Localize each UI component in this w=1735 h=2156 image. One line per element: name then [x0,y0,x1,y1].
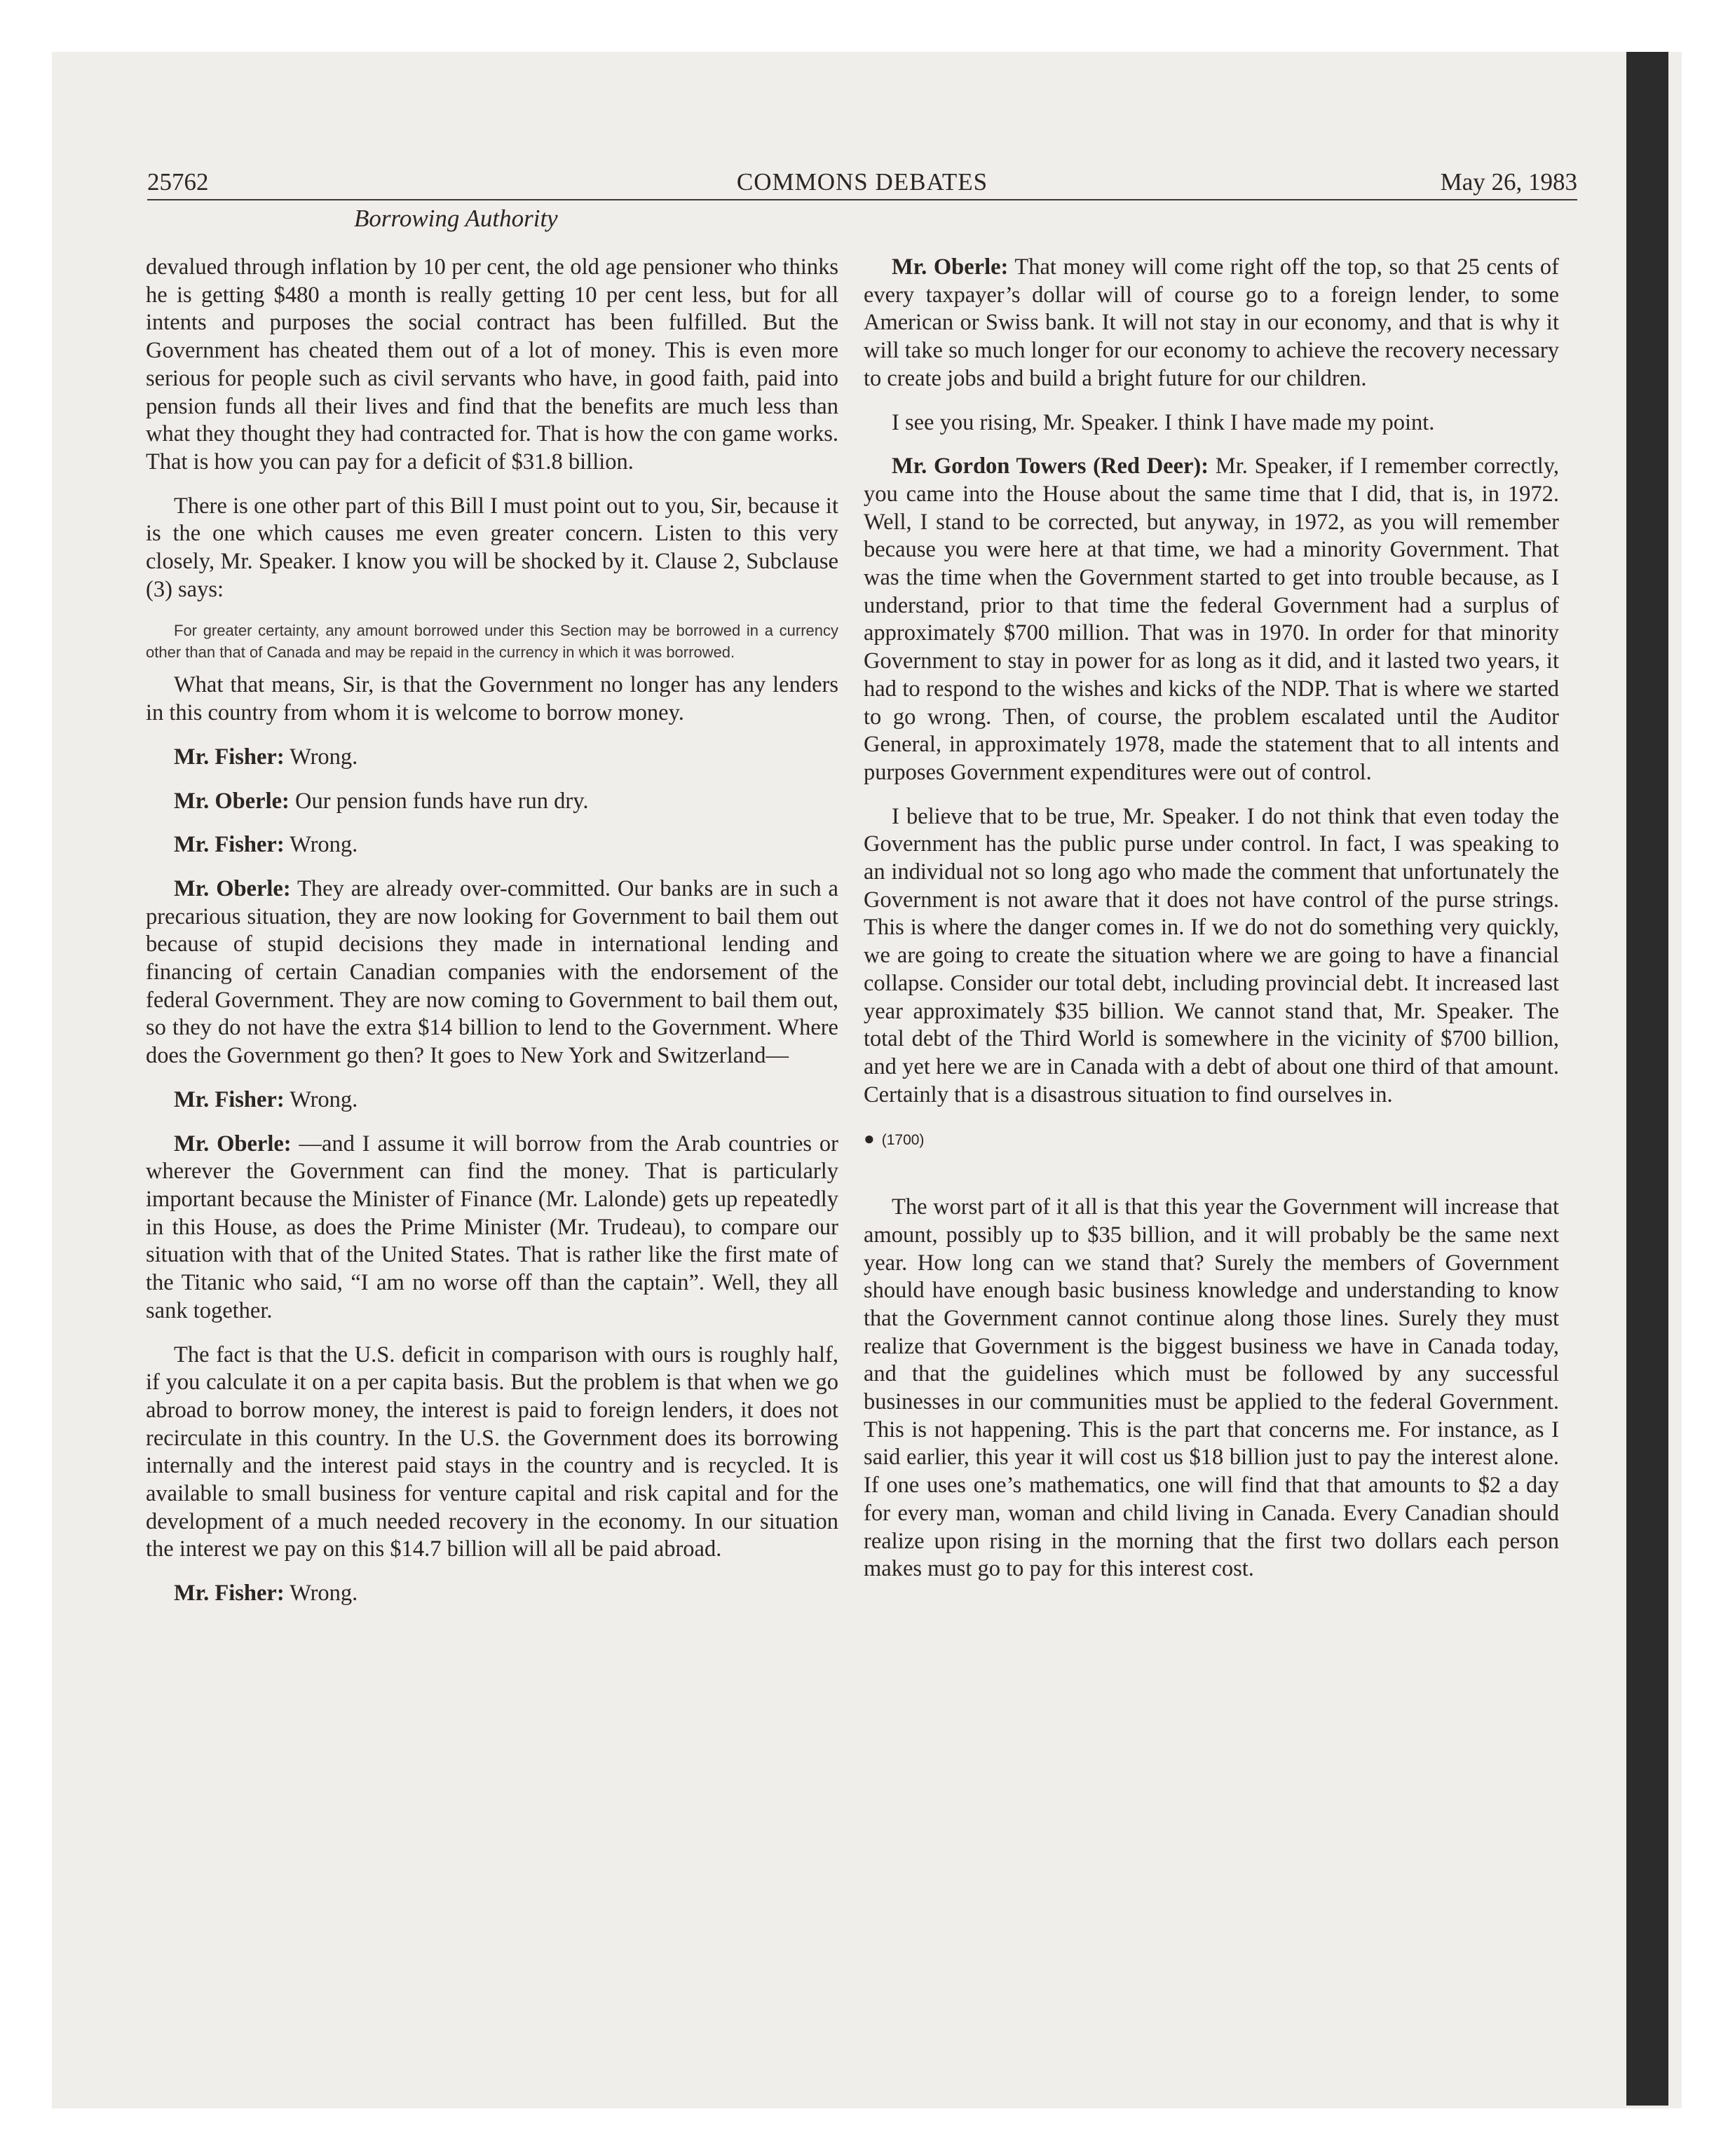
speech-entry [146,875,838,1070]
paragraph: devalued through inflation by 10 per cent, the old age pensioner who thinks he is getting $480 a month is really getting 10 per cent less, but for all intents and purposes the social contract has been fulfilled. But the Government has cheated them out of a lot of money. This is even more serious for people such as civil servants who have, in good faith, paid into pension funds all their lives and find that the benefits are much less than what they thought they had contracted for. That is how the con game works. That is how you can pay for a deficit of $31.8 billion. [146,254,838,475]
paragraph: The fact is that the U.S. deficit in comparison with ours is roughly half, if you calculate it on a per capita basis. But the problem is that when we go abroad to borrow money, the interest is paid to foreign lenders, it does not recirculate in this country. In the U.S. the Government does its borrowing internally and the interest paid stays in the country and is recycled. It is available to small business for venture capital and risk capital and for the development of a much needed recovery in the economy. In our situation the interest we pay on this $14.7 billion will all be paid abroad. [146,1342,838,1562]
quoted-clause: For greater certainty, any amount borrowed under this Section may be borrowed in a currency other than that of Canada and may be repaid in the currency in which it was borrowed. [146,622,838,662]
scan-edge-shadow [1626,52,1668,2106]
paragraph: The worst part of it all is that this year the Government will increase that amount, possibly up to $35 billion, and it will probably be the same next year. How long can we stand that? Surely the members of Government should have enough basic business knowledge and understanding to know that the Government cannot continue along those lines. Surely they must realize that Government is the biggest business we have in Canada today, and that the guidelines which must be followed by any successful businesses in our communities must be applied to the federal Government. This is not happening. This is the part that concerns me. For instance, as I said earlier, this year it will cost us $18 billion just to pay the interest alone. If one uses one’s mathematics, one will find that that amounts to $2 a day for every man, woman and child living in Canada. Every Canadian should realize upon rising in the morning that the first two dollars each person makes must go to pay for this interest cost. [864,1194,1559,1582]
speaker-name: Mr. Fisher: [174,1086,285,1112]
speech-entry [146,1086,838,1114]
speaker-name: Mr. Oberle: [892,254,1009,280]
paragraph: I see you rising, Mr. Speaker. I think I have made my point. [892,409,1435,435]
speaker-name: Mr. Oberle: [174,788,290,814]
page-date: May 26, 1983 [1440,168,1577,196]
speaker-name: Mr. Fisher: [174,832,285,858]
speech-entry [146,1131,838,1325]
paragraph: What that means, Sir, is that the Government no longer has any lenders in this country from whom it is welcome to borrow money. [146,672,838,726]
speech-entry [146,744,838,772]
speaker-name: Mr. Gordon Towers (Red Deer): [892,453,1209,479]
bullet-icon: ● [864,1128,875,1149]
speaker-name: Mr. Fisher: [174,1581,285,1606]
left-column [146,254,838,1624]
speech-text: Mr. Speaker, if I remember correctly, you came into the House about the same time that I did, that is, in 1972. Well, I stand to be corrected, but anyway, in 1972, as you will remember because you were here at that time, we had a minority Government. That was the time when the Government started to get into trouble because, as I understand, prior to that time the federal Government had a surplus of approximately $700 million. That was in 1970. In order for that minority Government to stay in power for as long as it did, and it lasted two years, it had to respond to the wishes and kicks of the NDP. That is where we started to go wrong. Then, of course, the problem escalated until the Auditor General, in approximately 1978, made the statement that to all intents and purposes Government expenditures were out of control. [864,453,1560,785]
speech-text: Wrong. [284,744,358,770]
speaker-name: Mr. Fisher: [174,744,285,770]
speech-text: That money will come right off the top, so that 25 cents of every taxpayer’s dollar will of course go to a foreign lender, to some American or Swiss bank. It will not stay in our economy, and that is why it will take so much longer for our economy to achieve the recovery necessary to create jobs and build a bright future for our children. [864,254,1559,391]
right-column [864,254,1559,1599]
page-number: 25762 [147,168,209,196]
speech-text: They are already over-committed. Our banks are in such a precarious situation, they are now looking for Government to bail them out because of stupid decisions they made in international lending and financing of certain Canadian companies with the endorsement of the federal Government. They are now coming to Government to bail them out, so they do not have the extra $14 billion to lend to the Government. Where does the Government go then? It goes to New York and Switzerland— [146,875,838,1069]
section-subhead: Borrowing Authority [354,205,558,232]
speaker-name: Mr. Oberle: [174,875,291,901]
speech-text: —and I assume it will borrow from the Arab countries or wherever the Government can find the money. That is particularly important because the Minister of Finance (Mr. Lalonde) gets up repeatedly in this House, as does the Prime Minister (Mr. Trudeau), to compare our situation with that of the United States. That is rather like the first mate of the Titanic who said, “I am no worse off than the captain”. Well, they all sank together. [146,1131,838,1323]
speech-text: Our pension funds have run dry. [289,788,589,814]
speech-text: Wrong. [284,1581,358,1606]
time-marker [864,1125,1559,1154]
speaker-name: Mr. Oberle: [174,1131,292,1157]
speech-entry [146,788,838,816]
speech-entry [864,453,1559,786]
time-stamp: (1700) [881,1132,925,1149]
paragraph: I believe that to be true, Mr. Speaker. I do not think that even today the Government has the public purse under control. In fact, I was speaking to an individual not so long ago who made the comment that unfortunately the Government is not aware that it does not have control of the purse strings. This is where the danger comes in. If we do not do something very quickly, we are going to create the situation where we are going to have a financial collapse. Consider our total debt, including provincial debt. It increased last year approximately $35 billion. We cannot stand that, Mr. Speaker. The total debt of the Third World is somewhere in the vicinity of $700 billion, and yet here we are in Canada with a debt of about one third of that amount. Certainly that is a disastrous situation to find ourselves in. [864,803,1559,1107]
paragraph: There is one other part of this Bill I must point out to you, Sir, because it is the one which causes me even greater concern. Listen to this very closely, Mr. Speaker. I know you will be shocked by it. Clause 2, Subclause (3) says: [146,493,838,602]
speech-entry [864,254,1559,393]
speech-entry [146,831,838,859]
speech-entry [146,1580,838,1608]
speech-text: Wrong. [284,832,358,858]
speech-text: Wrong. [284,1086,358,1112]
publication-title: COMMONS DEBATES [736,168,988,196]
page-header [147,160,1577,200]
